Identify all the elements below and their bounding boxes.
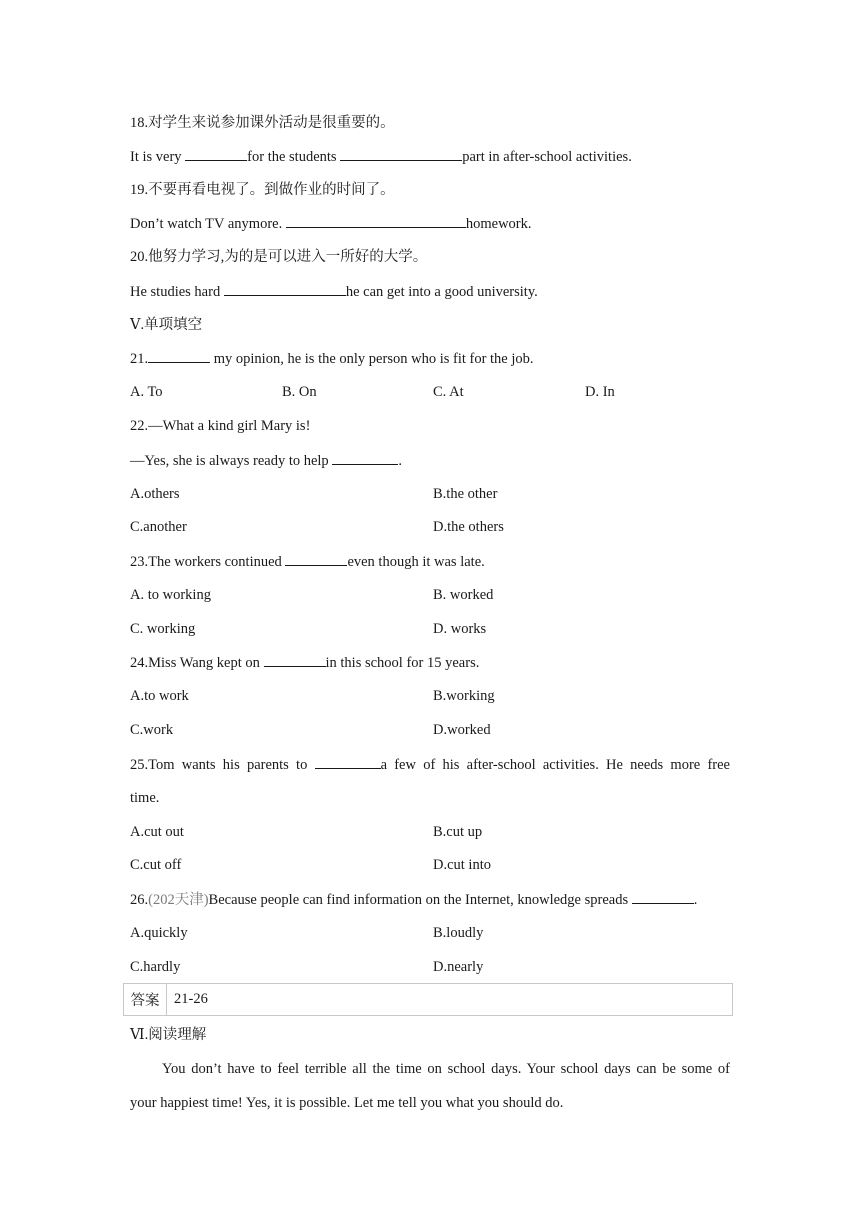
q26-option-c[interactable]: C.hardly: [130, 959, 181, 975]
q24-text-a: 24.Miss Wang kept on: [130, 655, 264, 671]
section-6-title: Ⅵ.阅读理解: [130, 1027, 207, 1043]
q19-text-a: Don’t watch TV anymore.: [130, 216, 286, 232]
q18-blank-1[interactable]: [185, 146, 247, 161]
q20-chinese: 20.他努力学习,为的是可以进入一所好的大学。: [130, 249, 428, 265]
q26-period: .: [693, 892, 698, 908]
q26-option-d[interactable]: D.nearly: [433, 959, 484, 975]
q26-source: (202天津): [148, 892, 209, 908]
q21-text: my opinion, he is the only person who is fit for the job.: [210, 351, 534, 367]
q18-text-c: part in after-school activities.: [462, 149, 632, 165]
q22-reply: [130, 450, 402, 471]
q20-text-a: He studies hard: [130, 284, 224, 300]
q23-option-a[interactable]: A. to working: [130, 587, 211, 603]
q24-option-a[interactable]: A.to work: [130, 688, 189, 704]
q22-stem: 22.—What a kind girl Mary is!: [130, 418, 311, 434]
q21-blank[interactable]: [148, 348, 210, 363]
q25-text-b: a few of his after-school activities. He needs more free: [380, 757, 730, 773]
q25-option-c[interactable]: C.cut off: [130, 857, 182, 873]
reading-line-2: your happiest time! Yes, it is possible. Let me tell you what you should do.: [130, 1095, 564, 1111]
q23-option-d[interactable]: D. works: [433, 621, 487, 637]
q19-english: [130, 213, 532, 234]
q20-text-b: he can get into a good university.: [345, 284, 538, 300]
q21-number: 21.: [130, 351, 149, 367]
q21-option-c[interactable]: C. At: [433, 384, 464, 400]
q19-text-b: homework.: [465, 216, 532, 232]
q18-text-b: for the students: [247, 149, 341, 165]
q25-option-d[interactable]: D.cut into: [433, 857, 491, 873]
q21-option-a[interactable]: A. To: [130, 384, 163, 400]
q25-stem: [130, 754, 730, 775]
q23-blank[interactable]: [285, 551, 347, 566]
q26-text-a: Because people can find information on the Internet, knowledge spreads: [208, 892, 632, 908]
q23-text-a: 23.The workers continued: [130, 554, 286, 570]
q25-text-a: 25.Tom wants his parents to: [130, 757, 315, 773]
q19-blank[interactable]: [286, 213, 466, 228]
q19-chinese: 19.不要再看电视了。到做作业的时间了。: [130, 182, 395, 198]
q18-english: [130, 146, 632, 167]
q26-number: 26.: [130, 892, 149, 908]
q18-blank-2[interactable]: [340, 146, 462, 161]
q22-option-c[interactable]: C.another: [130, 519, 187, 535]
q24-blank[interactable]: [264, 652, 326, 667]
q21-option-b[interactable]: B. On: [282, 384, 317, 400]
q23-text-b: even though it was late.: [347, 554, 485, 570]
q22-period: .: [398, 453, 402, 469]
q24-option-c[interactable]: C.work: [130, 722, 174, 738]
answer-label: 答案: [124, 984, 167, 1015]
q24-option-b[interactable]: B.working: [433, 688, 495, 704]
q23-option-c[interactable]: C. working: [130, 621, 196, 637]
q21-option-d[interactable]: D. In: [585, 384, 615, 400]
q21-stem: [130, 348, 534, 369]
q25-option-b[interactable]: B.cut up: [433, 824, 483, 840]
q18-chinese: 18.对学生来说参加课外活动是很重要的。: [130, 115, 395, 131]
q24-stem: [130, 652, 479, 673]
q22-option-b[interactable]: B.the other: [433, 486, 498, 502]
answer-range: 21-26: [174, 991, 208, 1007]
q26-option-b[interactable]: B.loudly: [433, 925, 484, 941]
section-5-title: Ⅴ.单项填空: [130, 317, 203, 333]
q23-stem: [130, 551, 485, 572]
q22-option-d[interactable]: D.the others: [433, 519, 504, 535]
q18-text-a: It is very: [130, 149, 186, 165]
q26-blank[interactable]: [632, 889, 694, 904]
q20-blank[interactable]: [224, 281, 346, 296]
q20-english: [130, 281, 538, 302]
q24-text-b: in this school for 15 years.: [325, 655, 480, 671]
q25-option-a[interactable]: A.cut out: [130, 824, 184, 840]
q25-stem-continued: time.: [130, 790, 160, 806]
answer-box: [123, 983, 733, 1016]
q25-blank[interactable]: [315, 754, 381, 769]
q22-reply-text: —Yes, she is always ready to help: [130, 453, 333, 469]
q22-blank[interactable]: [332, 450, 398, 465]
q24-option-d[interactable]: D.worked: [433, 722, 491, 738]
reading-line-1: You don’t have to feel terrible all the time on school days. Your school days can be some of: [162, 1061, 730, 1077]
q23-option-b[interactable]: B. worked: [433, 587, 494, 603]
q26-option-a[interactable]: A.quickly: [130, 925, 188, 941]
q26-stem: [130, 889, 697, 910]
q22-option-a[interactable]: A.others: [130, 486, 180, 502]
